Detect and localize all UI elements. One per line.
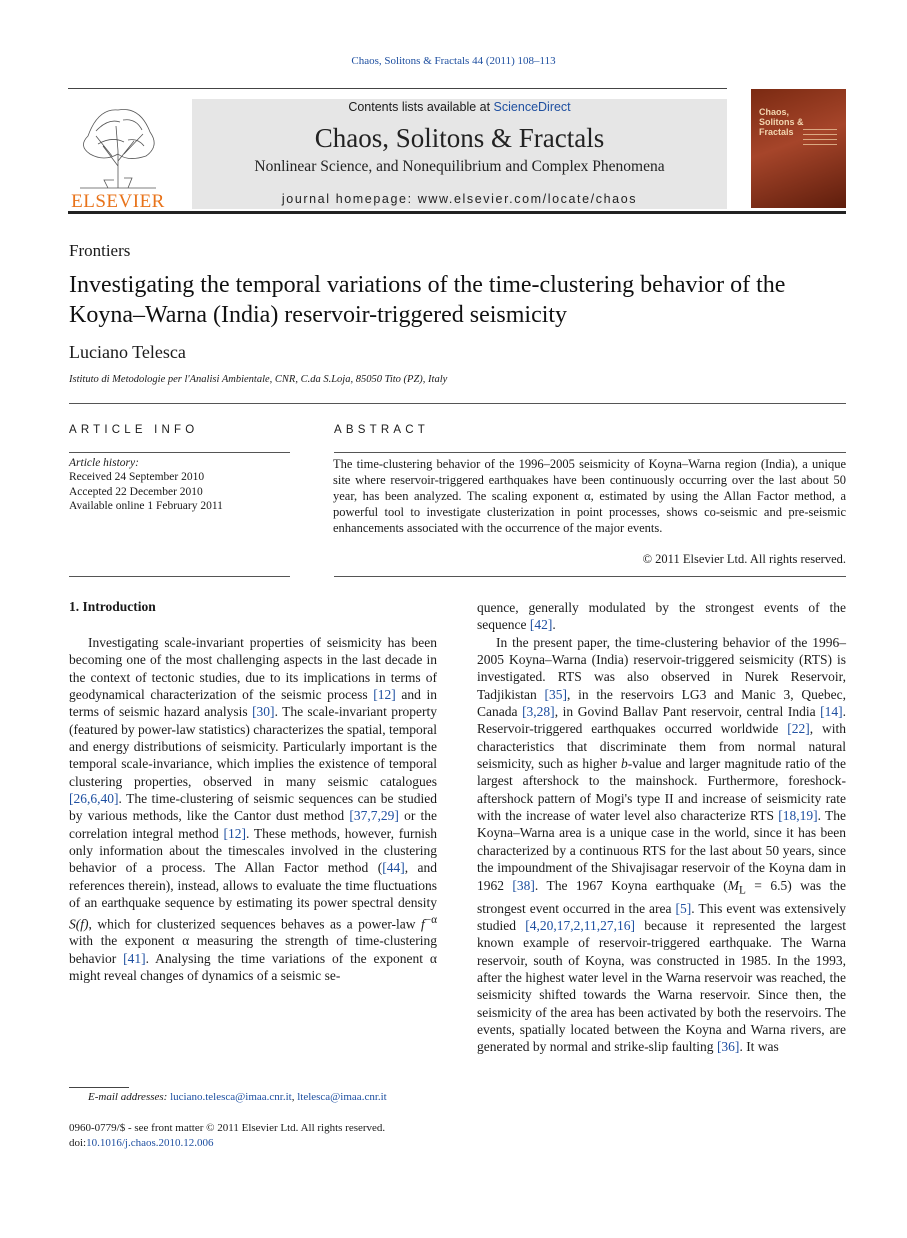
paragraph: Investigating scale-invariant properties of seismicity has been becoming one of the most challenging aspects in the last decade in the context of tectonic studies, due to its implications in terms of geodynamical characterization of the seismic process [12] and in terms of seismic hazard analysis [30]. The scale-invariant property (featured by power-law statistics) characterizes the spatial, temporal and energy distributions of seismicity. Particularly important is the temporal scale-invariance, which implies the existence of temporal clustering properties, observed in many seismic catalogues [26,6,40]. The time-clustering of seismic sequences can be studied by various methods, like the Cantor dust method [37,7,29] or the correlation integral method [12]. These methods, however, furnish only information about the timescales involved in the clustering behavior of a process. The Allan Factor method ([44], and references therein), instead, allows to evaluate the time fluctuations of an earthquake sequence by estimating its power spectral density S(f), which for clusterized sequences behaves as a power-law $f^{-\alpha}$ with the exponent α measuring the strength of time-clustering behavior [41]. Analysing the time variations of the exponent α might reveal changes of dynamics of a seismic se- xyxy=(69,635,437,984)
introduction-heading: 1. Introduction xyxy=(69,599,156,614)
masthead-rule-top xyxy=(68,88,727,89)
contents-prefix: Contents lists available at xyxy=(348,100,494,114)
math-ml-subscript: L xyxy=(739,884,746,897)
running-head[interactable]: Chaos, Solitons & Fractals 44 (2011) 108–113 xyxy=(351,55,556,67)
received-date: Received 24 September 2010 xyxy=(69,471,205,484)
sciencedirect-link[interactable]: ScienceDirect xyxy=(493,100,571,114)
email-link-1[interactable]: luciano.telesca@imaa.cnr.it xyxy=(170,1091,292,1103)
footnote-rule xyxy=(69,1087,129,1088)
divider xyxy=(334,576,846,577)
citation-link[interactable]: [35] xyxy=(544,686,568,702)
section-label: Frontiers xyxy=(69,241,131,260)
email-label: E-mail addresses: xyxy=(88,1091,168,1103)
author-affiliation: Istituto di Metodologie per l'Analisi Ambientale, CNR, C.da S.Loja, 85050 Tito (PZ), Italy xyxy=(69,374,448,385)
article-title: Investigating the temporal variations of the time-clustering behavior of the Koyna–Warna (India) reservoir-triggered seismicity xyxy=(69,272,786,328)
citation-link[interactable]: [42] xyxy=(529,617,553,633)
divider xyxy=(69,452,290,453)
math-b: b xyxy=(620,756,628,772)
abstract-heading: ABSTRACT xyxy=(334,424,429,436)
citation-link[interactable]: [26,6,40] xyxy=(69,791,119,807)
citation-link[interactable]: [30] xyxy=(252,704,275,720)
citation-link[interactable]: [37,7,29] xyxy=(349,808,399,824)
journal-title: Chaos, Solitons & Fractals xyxy=(314,123,605,153)
body-column-right xyxy=(477,599,846,1056)
abstract-copyright: © 2011 Elsevier Ltd. All rights reserved. xyxy=(642,552,846,566)
citation-link[interactable]: [3,28] xyxy=(522,704,555,720)
citation-link[interactable]: [12] xyxy=(373,687,396,703)
citation-link[interactable]: [18,19] xyxy=(778,808,818,824)
citation-link[interactable]: [44] xyxy=(382,860,405,876)
math-f: f xyxy=(420,916,425,931)
journal-homepage-link[interactable]: journal homepage: www.elsevier.com/locate/chaos xyxy=(281,192,638,206)
body-column-left xyxy=(69,634,437,984)
citation-link[interactable]: [5] xyxy=(675,900,692,916)
contents-line xyxy=(192,100,727,114)
cover-line xyxy=(803,129,837,130)
journal-subtitle: Nonlinear Science, and Nonequilibrium and Complex Phenomena xyxy=(254,158,665,175)
paragraph: In the present paper, the time-clustering behavior of the 1996–2005 Koyna–Warna (India) reservoir-triggered seismicity (RTS) is investigated. RTS was also observed in Nurek Reservoir, Tadjikistan [35], in the reservoirs LG3 and Manic 3, Quebec, Canada [3,28], in Govind Ballav Pant reservoir, central India [14]. Reservoir-triggered earthquakes occurred worldwide [22], with characteristics that discriminate them from normal natural seismicity, such as higher b-value and larger magnitude ratio of the largest aftershock to the mainshock. Furthermore, foreshock-aftershock pattern of Mogi's type II and increase of seismicity rate with the increase of water level also characterize RTS [18,19]. The Koyna–Warna area is a unique case in the world, since it has been characterized by a continuous RTS for the last about 50 years, since the impoundment of the Shivajisagar reservoir of the Koyna dam in 1962 [38]. The 1967 Koyna earthquake $(M_L = 6.5)$ was the strongest event occurred in the area [5]. This event was extensively studied [4,20,17,2,11,27,16] because it represented the largest known example of reservoir-triggered earthquake. The Warna reservoir, south of Koyna, was constructed in 1985. In the 1993, after the highest water level in the Warna reservoir was reached, the seismicity shifted towards the Warna reservoir. Since then, the seismicity of the area has been activated by both the reservoirs. The events, spatially located between the Koyna and Warna rivers, are generated by normal and strike-slip faulting [36]. It was xyxy=(477,634,847,1055)
elsevier-wordmark: ELSEVIER xyxy=(71,191,165,212)
doi-line: doi:10.1016/j.chaos.2010.12.006 xyxy=(69,1137,214,1149)
cover-line xyxy=(803,139,837,140)
citation-link[interactable]: [38] xyxy=(512,877,535,893)
history-label: Article history: xyxy=(69,457,139,469)
journal-cover-image xyxy=(751,89,846,208)
cover-title: Chaos, Solitons & Fractals xyxy=(759,107,804,137)
math-ml: M xyxy=(727,877,740,893)
citation-link[interactable]: [36] xyxy=(716,1039,740,1055)
math-sf: S(f) xyxy=(69,916,89,931)
article-history xyxy=(69,456,223,513)
divider xyxy=(69,576,290,577)
footnote-emails: E-mail addresses: luciano.telesca@imaa.cnr.it, ltelesca@imaa.cnr.it xyxy=(88,1091,387,1103)
citation-link[interactable]: [41] xyxy=(123,950,146,966)
paragraph: quence, generally modulated by the strongest events of the sequence [42]. xyxy=(477,600,846,633)
issn-block xyxy=(69,1121,385,1151)
divider xyxy=(334,452,846,453)
author-name: Luciano Telesca xyxy=(69,342,186,362)
citation-link[interactable]: [14] xyxy=(820,704,843,720)
abstract-text: The time-clustering behavior of the 1996–2005 seismicity of Koyna–Warna region (India), a unique site where reservoir-triggered earthquakes have been continuously occurring over the last about 50 year, has been analyzed. The scaling exponent α, estimated by using the Allan Factor method, a powerful tool to investigate clusterization in point processes, shows co-seismic and pre-seismic enhancements associated with the occurrence of the major events. xyxy=(333,457,846,535)
citation-link[interactable]: [22] xyxy=(787,721,810,737)
cover-line xyxy=(803,134,837,135)
accepted-date: Accepted 22 December 2010 xyxy=(69,485,203,498)
email-link-2[interactable]: ltelesca@imaa.cnr.it xyxy=(297,1091,387,1103)
citation-link[interactable]: [4,20,17,2,11,27,16] xyxy=(525,917,636,933)
divider xyxy=(69,403,846,404)
citation-link[interactable]: [12] xyxy=(223,825,246,841)
math-exponent: −α xyxy=(424,913,437,926)
issn-line: 0960-0779/$ - see front matter © 2011 Elsevier Ltd. All rights reserved. xyxy=(69,1122,386,1134)
masthead-rule-bottom xyxy=(68,211,846,214)
article-info-heading: ARTICLE INFO xyxy=(69,424,199,436)
online-date: Available online 1 February 2011 xyxy=(69,499,223,512)
doi-link[interactable]: 10.1016/j.chaos.2010.12.006 xyxy=(86,1137,214,1149)
cover-line xyxy=(803,144,837,145)
